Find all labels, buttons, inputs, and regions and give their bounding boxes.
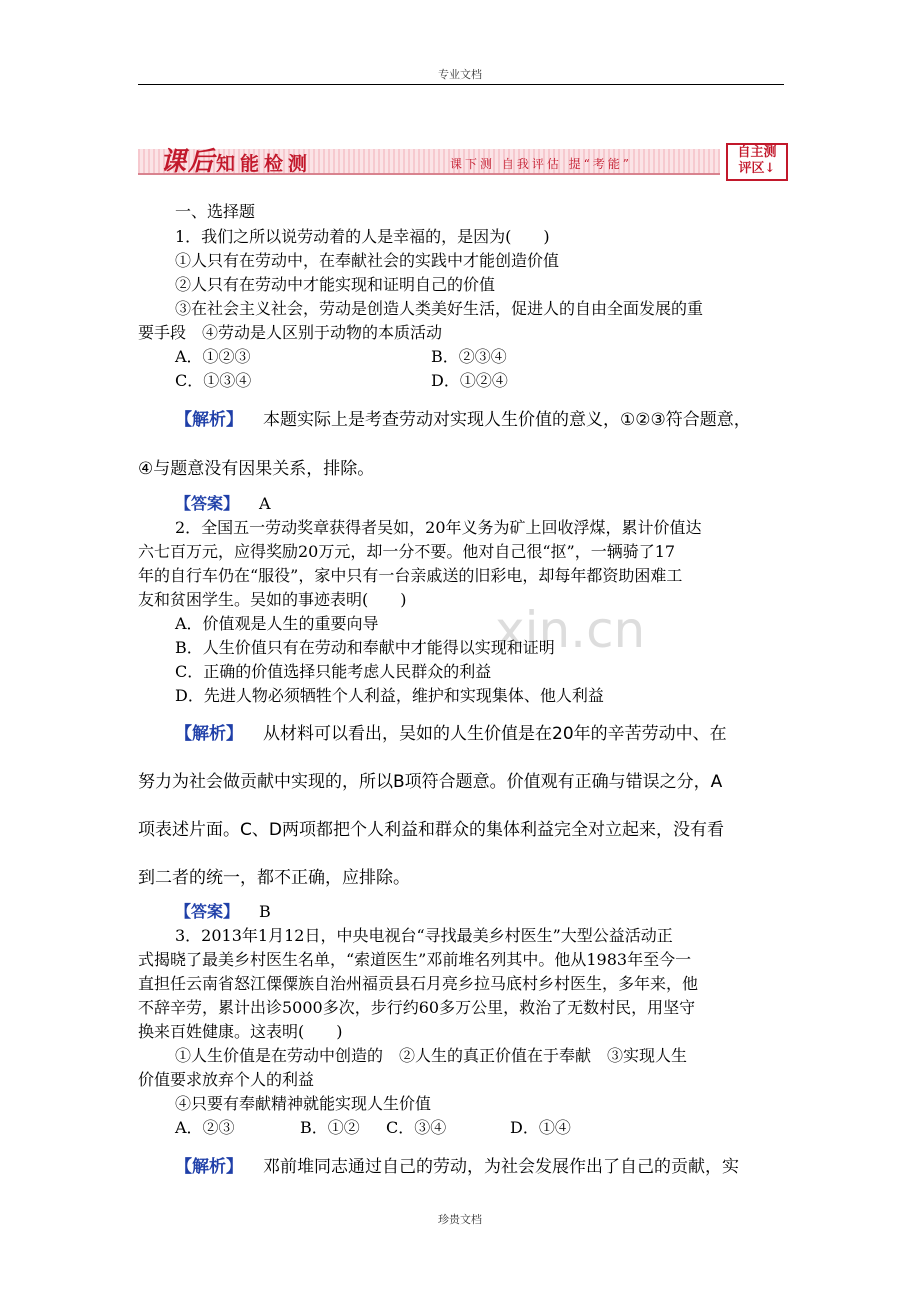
q1-stem: 1．我们之所以说劳动着的人是幸福的，是因为( ) [175, 227, 550, 246]
q2-option-a: A．价值观是人生的重要向导 [175, 614, 379, 633]
q2-analysis-line-3: 项表述片面。C、D两项都把个人利益和群众的集体利益完全对立起来，没有看 [138, 820, 724, 840]
watermark: xin.cn [495, 601, 646, 659]
q2-option-c: C．正确的价值选择只能考虑人民群众的利益 [175, 662, 492, 681]
q3-line-1: 3．2013年1月12日，中央电视台“寻找最美乡村医生”大型公益活动正 [175, 926, 673, 945]
q3-line-3: 直担任云南省怒江傈僳族自治州福贡县石月亮乡拉马底村乡村医生，多年来，他 [138, 974, 699, 993]
q2-analysis-line-4: 到二者的统一，都不正确，应排除。 [138, 868, 410, 888]
q1-option-b: B．②③④ [431, 347, 507, 366]
q3-analysis-text-1: 邓前堆同志通过自己的劳动，为社会发展作出了自己的贡献，实 [263, 1157, 739, 1177]
banner-title-small: 知能检测 [216, 153, 313, 175]
section-banner [138, 141, 788, 179]
q1-statement-3b: 要手段 ④劳动是人区别于动物的本质活动 [138, 323, 443, 342]
q1-statement-1: ①人只有在劳动中，在奉献社会的实践中才能创造价值 [175, 251, 560, 270]
banner-subtitle: 课下测 自我评估 提“考能” [450, 157, 632, 171]
q2-answer-value: B [259, 902, 271, 921]
q3-statement-2: ④只要有奉献精神就能实现人生价值 [175, 1094, 432, 1113]
q2-answer [175, 901, 271, 923]
q1-answer [175, 493, 271, 515]
q1-analysis-text-1: 本题实际上是考查劳动对实现人生价值的意义，①②③符合题意， [263, 410, 751, 430]
q3-option-c: C．③④ [386, 1118, 447, 1137]
q2-option-b: B．人生价值只有在劳动和奉献中才能得以实现和证明 [175, 638, 555, 657]
badge-line2: 评区↓ [738, 161, 776, 176]
q3-line-5: 换来百姓健康。这表明( ) [138, 1022, 343, 1041]
q3-option-d: D．①④ [510, 1118, 571, 1137]
q3-analysis-line-1 [175, 1155, 739, 1179]
q1-analysis-tag: 【解析】 [175, 410, 243, 430]
banner-badge [726, 143, 788, 181]
q2-option-d: D．先进人物必须牺牲个人利益，维护和实现集体、他人利益 [175, 686, 604, 705]
q3-statement-1b: 价值要求放弃个人的利益 [138, 1070, 315, 1089]
q3-analysis-tag: 【解析】 [175, 1157, 243, 1177]
banner-title-big: 课后 [160, 147, 217, 177]
q3-line-4: 不辞辛劳，累计出诊5000多次，步行约60多万公里，救治了无数村民，用坚守 [138, 998, 696, 1017]
q2-analysis-text-1: 从材料可以看出，吴如的人生价值是在20年的辛苦劳动中、在 [263, 724, 727, 744]
q3-option-b: B．①② [300, 1118, 360, 1137]
q1-option-a: A．①②③ [175, 347, 251, 366]
q1-statement-3a: ③在社会主义社会，劳动是创造人类美好生活，促进人的自由全面发展的重 [175, 299, 704, 318]
badge-line1: 自主测 [737, 145, 777, 160]
page-header: 专业文档 [438, 68, 482, 81]
q3-line-2: 式揭晓了最美乡村医生名单，“索道医生”邓前堆名列其中。他从1983年至今一 [138, 950, 692, 969]
q1-statement-2: ②人只有在劳动中才能实现和证明自己的价值 [175, 275, 496, 294]
q3-option-a: A．②③ [175, 1118, 235, 1137]
q1-analysis-line-2: ④与题意没有因果关系，排除。 [138, 459, 375, 479]
section-title: 一、选择题 [175, 202, 256, 221]
q2-analysis-line-2: 努力为社会做贡献中实现的，所以B项符合题意。价值观有正确与错误之分，A [138, 772, 723, 792]
q2-line-1: 2．全国五一劳动奖章获得者吴如，20年义务为矿上回收浮煤，累计价值达 [175, 518, 702, 537]
q2-answer-tag: 【答案】 [175, 902, 240, 921]
q1-analysis-line-1 [175, 408, 751, 432]
banner-title [160, 141, 312, 178]
q3-statement-1: ①人生价值是在劳动中创造的 ②人生的真正价值在于奉献 ③实现人生 [175, 1046, 688, 1065]
q2-analysis-line-1 [175, 722, 727, 746]
q1-answer-value: A [259, 494, 271, 513]
q1-option-c: C．①③④ [175, 371, 252, 390]
q2-line-3: 年的自行车仍在“服役”，家中只有一台亲戚送的旧彩电，却每年都资助困难工 [138, 566, 683, 585]
q2-line-4: 友和贫困学生。吴如的事迹表明( ) [138, 590, 407, 609]
q2-line-2: 六七百万元，应得奖励20万元，却一分不要。他对自己很“抠”，一辆骑了17 [138, 542, 676, 561]
q1-option-d: D．①②④ [431, 371, 508, 390]
page-footer: 珍贵文档 [438, 1213, 482, 1226]
header-rule [138, 84, 784, 85]
q1-answer-tag: 【答案】 [175, 494, 240, 513]
q2-analysis-tag: 【解析】 [175, 724, 243, 744]
